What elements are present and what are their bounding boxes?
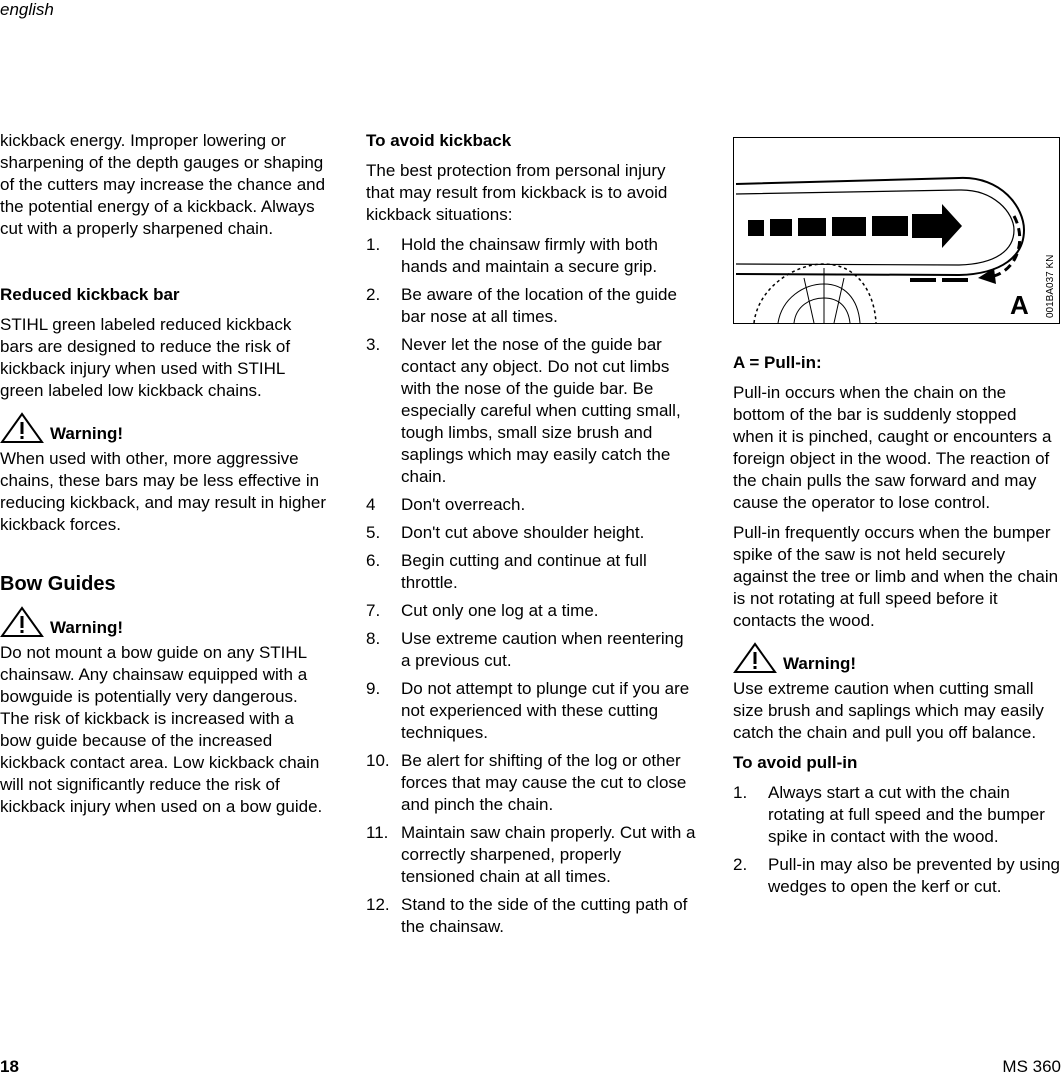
list-item-text: Cut only one log at a time.: [401, 601, 599, 620]
chainsaw-bar-diagram: [734, 138, 1059, 323]
warning-text: Use extreme caution when cutting small size brush and saplings which may easily catch the chain and pull you off balance.: [733, 679, 1044, 742]
list-item-text: Never let the nose of the guide bar contact any object. Do not cut limbs with the nose of the guide bar. Be especially careful when cutting small, tough limbs, small size brush and saplings which may easily catch the chain.: [401, 335, 681, 486]
list-item-text: Don't overreach.: [401, 495, 526, 514]
warning-label: Warning!: [783, 654, 857, 673]
list-item-number: 1.: [366, 235, 381, 254]
pull-in-illustration: [733, 137, 1060, 324]
warning-block: [0, 604, 328, 638]
warning-block: [0, 410, 328, 444]
list-item: [366, 678, 696, 744]
list-item: [733, 854, 1061, 898]
list-item-text: Hold the chainsaw firmly with both hands and maintain a secure grip.: [401, 235, 659, 276]
list-item-text: Be alert for shifting of the log or other forces that may cause the cut to close and pinch the chain.: [401, 751, 687, 814]
list-item-text: Begin cutting and continue at full throttle.: [401, 551, 647, 592]
avoid-kickback-intro: The best protection from personal injury that may result from kickback is to avoid kickback situations:: [366, 161, 668, 224]
list-item-number: 9.: [366, 679, 381, 698]
warning-text: When used with other, more aggressive chains, these bars may be less effective in reducing kickback, and may result in higher kickback forces.: [0, 449, 326, 534]
pull-in-paragraph-2: Pull-in frequently occurs when the bumper spike of the saw is not held securely against the tree or limb and when the chain is not rotating at full speed before it contacts the wood.: [733, 523, 1059, 630]
list-item-number: 7.: [366, 601, 381, 620]
warning-label: Warning!: [50, 424, 124, 443]
list-item-text: Don't cut above shoulder height.: [401, 523, 645, 542]
reduced-kickback-heading: Reduced kickback bar: [0, 285, 180, 304]
warning-triangle-icon: [0, 412, 44, 444]
list-item-number: 3.: [366, 335, 381, 354]
list-item-text: Always start a cut with the chain rotating at full speed and the bumper spike in contact with the wood.: [768, 783, 1045, 846]
warning-block: [733, 640, 1061, 674]
list-item: [366, 494, 696, 516]
list-item-number: 2.: [366, 285, 381, 304]
list-item-number: 12.: [366, 895, 390, 914]
list-item-number: 6.: [366, 551, 381, 570]
list-item-number: 10.: [366, 751, 390, 770]
avoid-pull-in-heading: To avoid pull-in: [733, 753, 858, 772]
pull-in-paragraph-1: Pull-in occurs when the chain on the bottom of the bar is suddenly stopped when it is pinched, caught or encounters a foreign object in the wood. The reaction of the chain pulls the saw forward and may cause the operator to lose control.: [733, 383, 1052, 512]
figure-code: 001BA037 KN: [1045, 254, 1056, 318]
list-item: [366, 334, 696, 488]
warning-triangle-icon: [0, 606, 44, 638]
list-item: [366, 550, 696, 594]
list-item: [366, 750, 696, 816]
kickback-intro-text: kickback energy. Improper lowering or sharpening of the depth gauges or shaping of the cutters may increase the chance and the potential energy of a kickback. Always cut with a properly sharpened chain.: [0, 131, 326, 238]
list-item-number: 11.: [366, 823, 389, 842]
warning-label: Warning!: [50, 618, 124, 637]
list-item-number: 2.: [733, 855, 748, 874]
warning-text: Do not mount a bow guide on any STIHL chainsaw. Any chainsaw equipped with a bowguide is potentially very dangerous. The risk of kickback is increased with a bow guide because of the increased kickback contact area. Low kickback chain will not significantly reduce the risk of kickback injury when used on a bow guide.: [0, 643, 323, 816]
column-middle: [366, 130, 696, 944]
page-number: 18: [0, 1057, 19, 1076]
list-item: [366, 600, 696, 622]
list-item: [366, 284, 696, 328]
pull-in-steps-list: [733, 782, 1061, 898]
figure-label-a: A: [1010, 290, 1029, 320]
reduced-kickback-text: STIHL green labeled reduced kickback bars are designed to reduce the risk of kickback injury when used with STIHL green labeled low kickback chains.: [0, 315, 292, 400]
list-item-text: Stand to the side of the cutting path of the chainsaw.: [401, 895, 688, 936]
list-item: [366, 894, 696, 938]
list-item-text: Maintain saw chain properly. Cut with a correctly sharpened, properly tensioned chain at all times.: [401, 823, 696, 886]
kickback-steps-list: [366, 234, 696, 938]
column-right: [733, 352, 1061, 904]
list-item: [733, 782, 1061, 848]
pull-in-heading: A = Pull-in:: [733, 353, 822, 372]
avoid-kickback-heading: To avoid kickback: [366, 131, 512, 150]
list-item-number: 4: [366, 495, 376, 514]
warning-triangle-icon: [733, 642, 777, 674]
model-name: MS 360: [1002, 1057, 1061, 1076]
list-item-number: 8.: [366, 629, 381, 648]
language-label: english: [0, 0, 54, 19]
list-item: [366, 522, 696, 544]
list-item: [366, 628, 696, 672]
list-item-number: 5.: [366, 523, 381, 542]
bow-guides-heading: Bow Guides: [0, 573, 116, 595]
list-item: [366, 822, 696, 888]
list-item: [366, 234, 696, 278]
list-item-text: Use extreme caution when reentering a previous cut.: [401, 629, 684, 670]
list-item-text: Do not attempt to plunge cut if you are not experienced with these cutting techniques.: [401, 679, 690, 742]
list-item-text: Be aware of the location of the guide bar nose at all times.: [401, 285, 677, 326]
column-left: [0, 130, 328, 826]
list-item-text: Pull-in may also be prevented by using wedges to open the kerf or cut.: [768, 855, 1060, 896]
list-item-number: 1.: [733, 783, 748, 802]
